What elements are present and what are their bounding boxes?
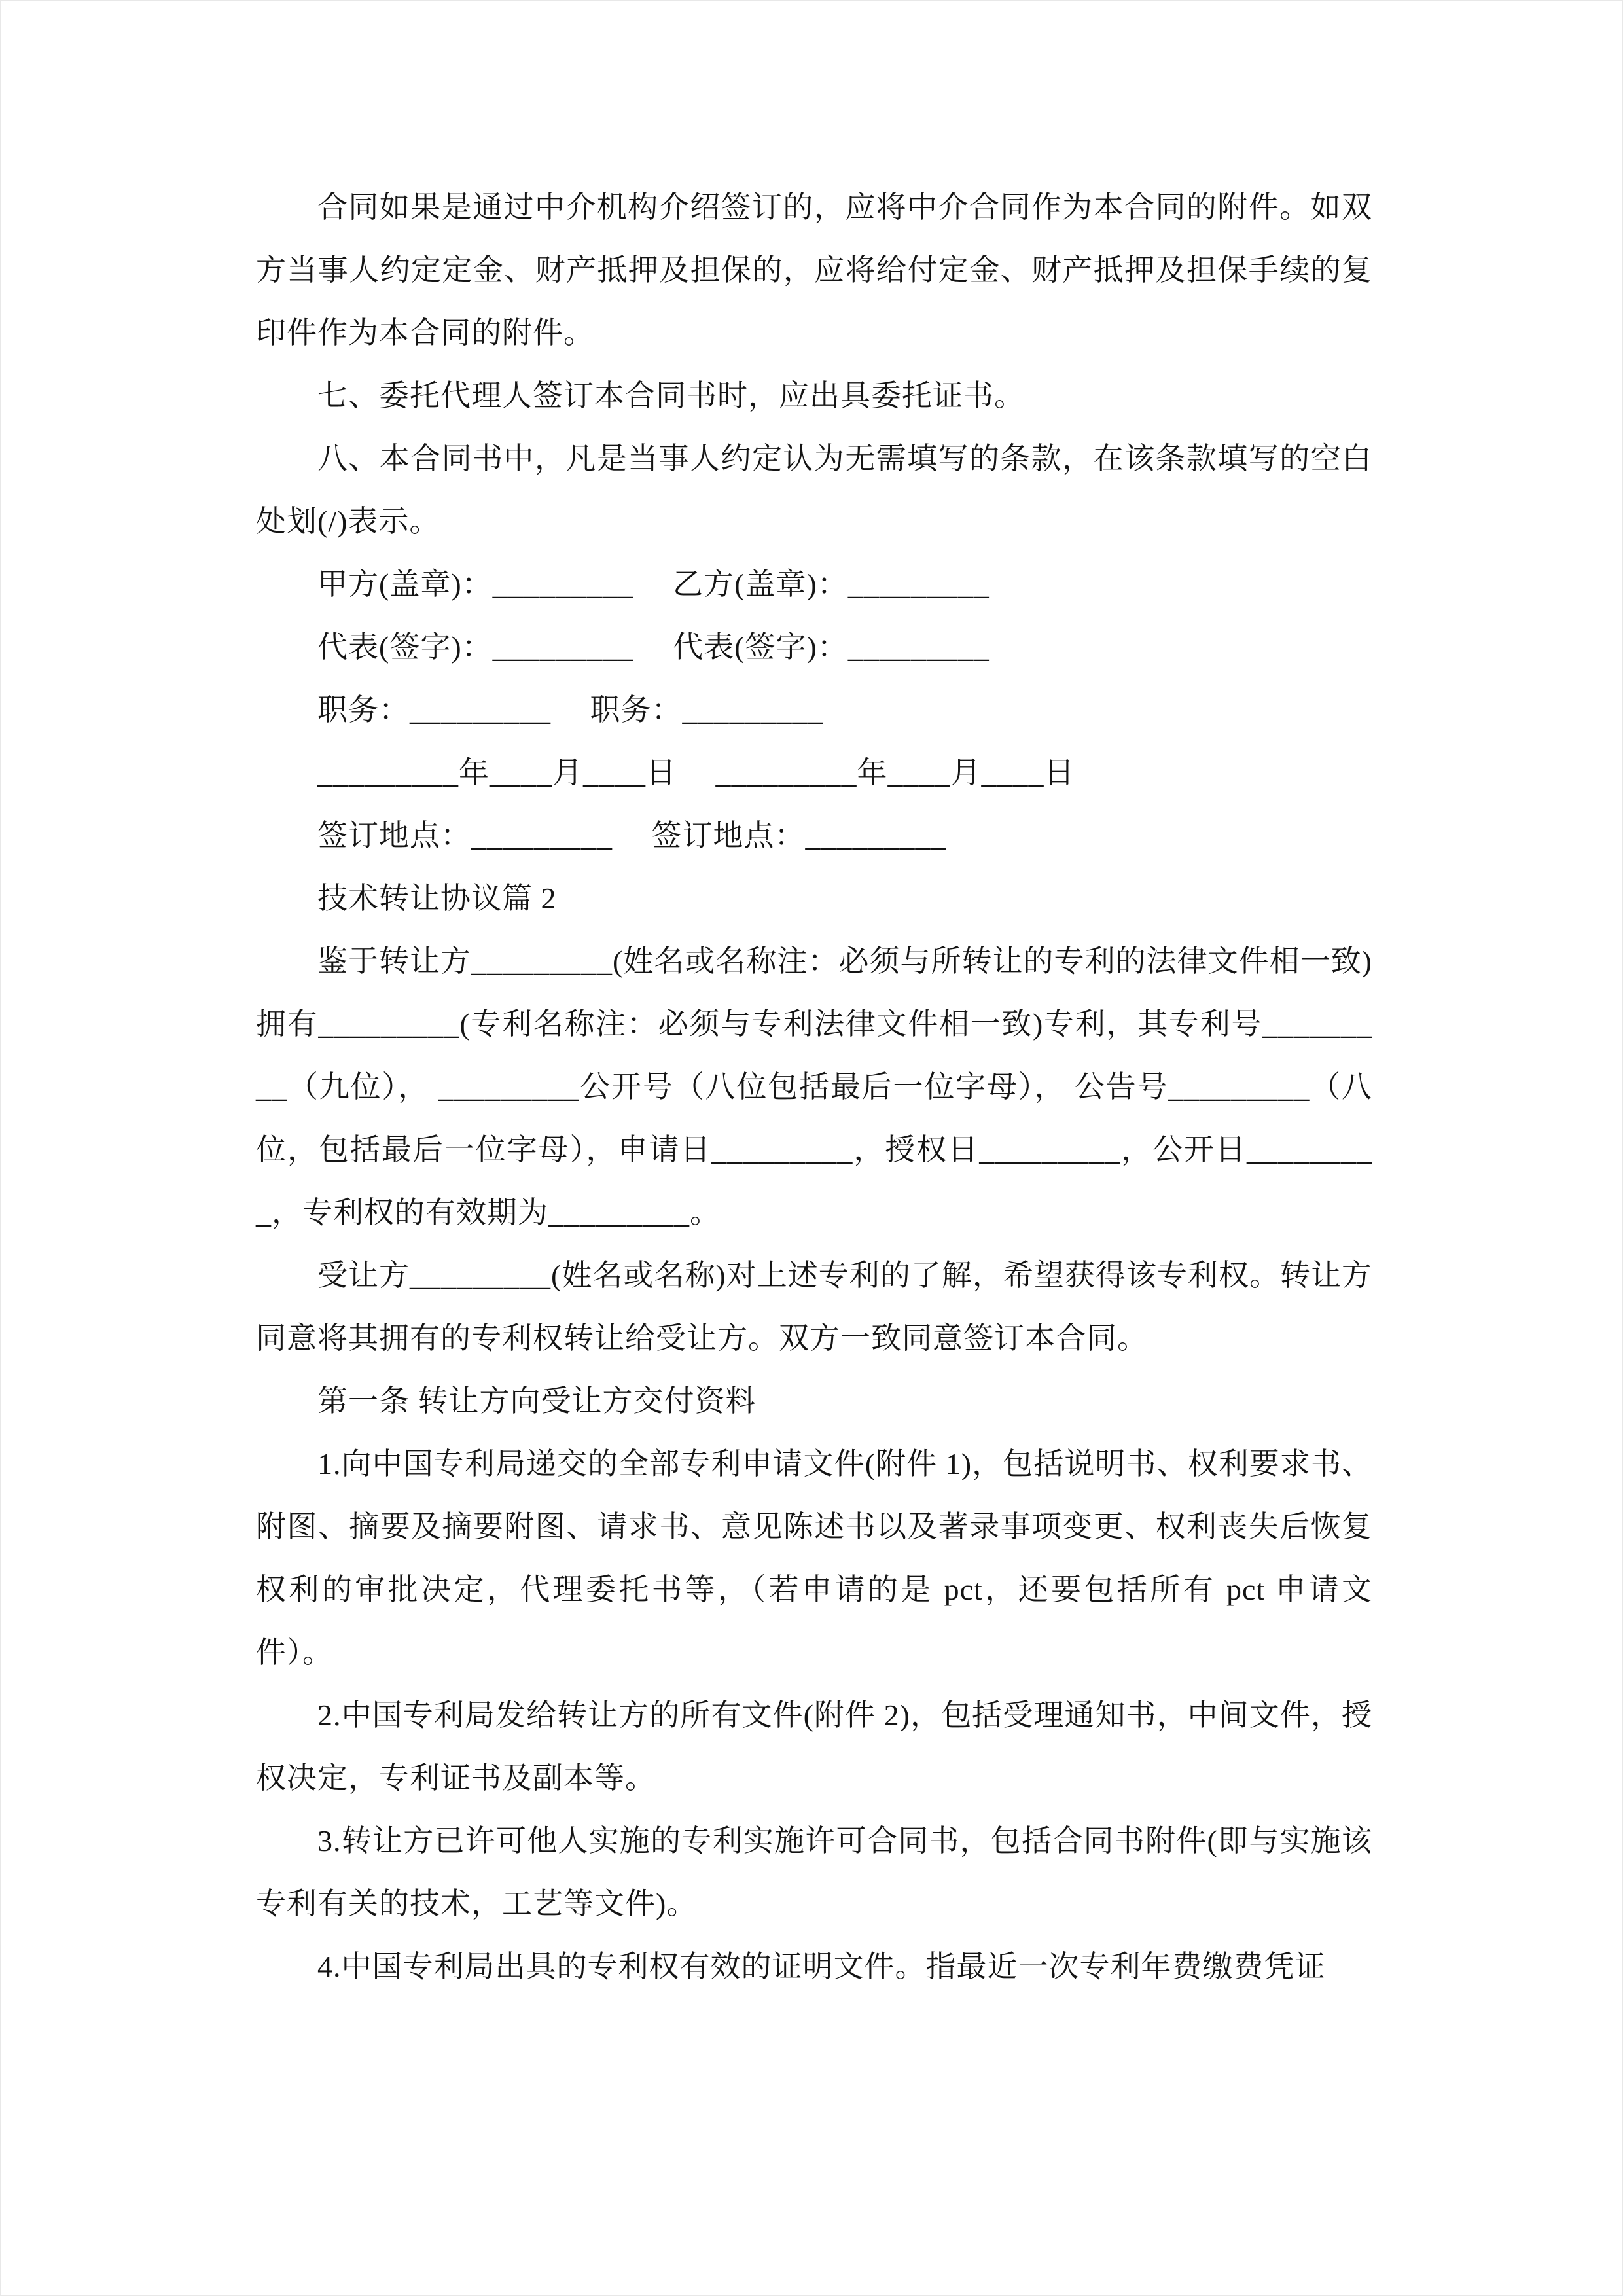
article-one-heading: 第一条 转让方向受让方交付资料	[317, 1384, 757, 1418]
article-one-item-2: 2.中国专利局发给转让方的所有文件(附件 2)，包括受理通知书，中间文件，授权决定，专利证书及副本等。	[256, 1698, 1372, 1795]
clause-seven-agent-certificate: 七、委托代理人签订本合同书时，应出具委托证书。	[317, 379, 1025, 412]
section-title-agreement-part-2: 技术转让协议篇 2	[317, 882, 557, 915]
signature-seal-line: 甲方(盖章)：_________ 乙方(盖章)：_________	[317, 567, 990, 601]
signature-representative-line: 代表(签字)：_________ 代表(签字)：_________	[317, 630, 990, 664]
signature-title-line: 职务：_________ 职务：_________	[317, 693, 824, 726]
whereas-assignor-clause: 鉴于转让方_________(姓名或名称注：必须与所转让的专利的法律文件相一致)拥有_________(专利名称注：必须与专利法律文件相一致)专利，其专利号_________（九位）， _________公开号（八位包括最后一位字母）， 公告号_________（八位，包括最后一位字母），申请日_________，授权日_________，公开日_________，专利权的有效期为_________。	[256, 944, 1372, 1229]
signature-date-line: _________年____月____日 _________年____月____日	[317, 756, 1075, 789]
article-one-item-3: 3.转让方已许可他人实施的专利实施许可合同书，包括合同书附件(即与实施该专利有关的技术，工艺等文件)。	[256, 1824, 1372, 1920]
article-one-item-1: 1.向中国专利局递交的全部专利申请文件(附件 1)，包括说明书、权利要求书、附图、摘要及摘要附图、请求书、意见陈述书以及著录事项变更、权利丧失后恢复权利的审批决定，代理委托书等，（若申请的是 pct，还要包括所有 pct 申请文件）。	[256, 1447, 1372, 1669]
clause-intermediary-attachment: 合同如果是通过中介机构介绍签订的，应将中介合同作为本合同的附件。如双方当事人约定定金、财产抵押及担保的，应将给付定金、财产抵押及担保手续的复印件作为本合同的附件。	[256, 190, 1372, 350]
signing-location-line: 签订地点：_________ 签订地点：_________	[317, 819, 947, 852]
document-content	[256, 176, 1372, 1998]
assignee-agreement-clause: 受让方_________(姓名或名称)对上述专利的了解，希望获得该专利权。转让方同意将其拥有的专利权转让给受让方。双方一致同意签订本合同。	[256, 1259, 1372, 1355]
article-one-item-4: 4.中国专利局出具的专利权有效的证明文件。指最近一次专利年费缴费凭证	[317, 1950, 1326, 1983]
clause-eight-blank-fields: 八、本合同书中，凡是当事人约定认为无需填写的条款，在该条款填写的空白处划(/)表示。	[256, 442, 1372, 538]
